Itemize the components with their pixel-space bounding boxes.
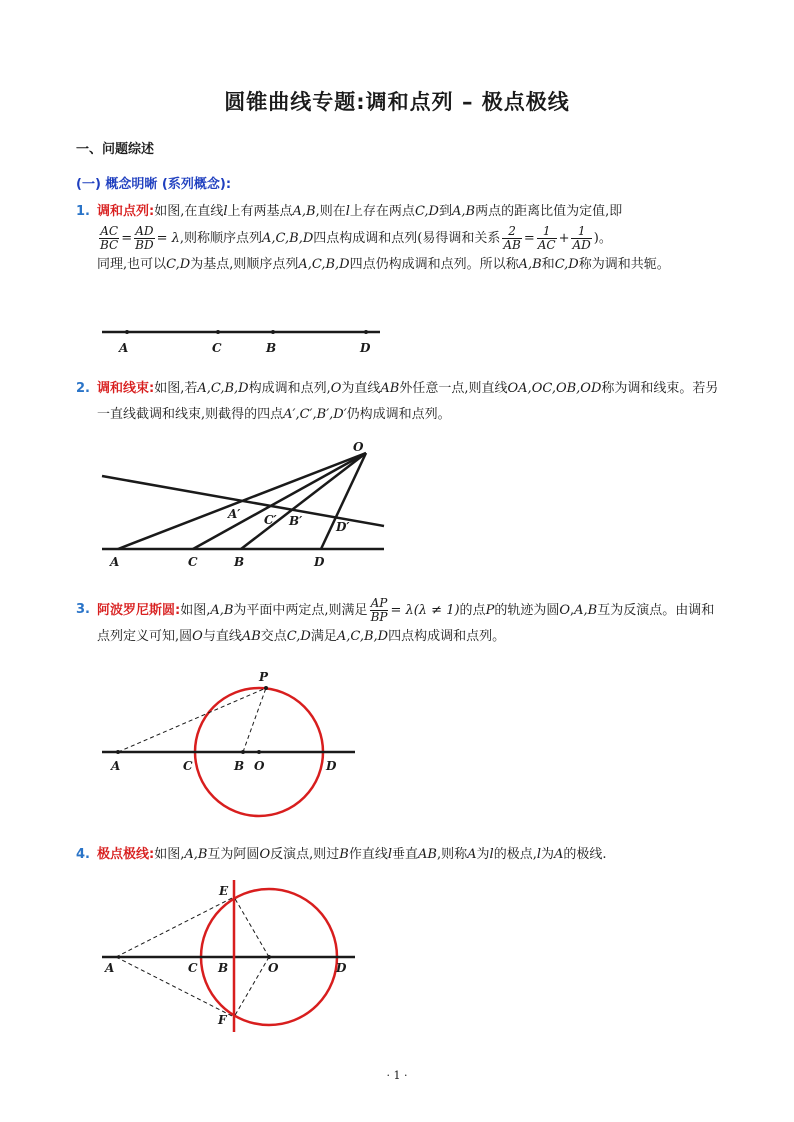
- math-var: O: [259, 847, 271, 862]
- text: 的轨迹为圆: [494, 603, 560, 618]
- dashed-AE: [116, 897, 234, 957]
- math-var: A,C,B,D: [298, 257, 350, 272]
- text: 作直线: [348, 847, 388, 862]
- math-var: A: [467, 847, 477, 862]
- text: ,则称: [436, 847, 468, 862]
- item-number: 1.: [76, 204, 90, 219]
- point-B: [241, 750, 245, 754]
- text: ,则称顺序点列: [179, 231, 262, 246]
- text: 为: [476, 847, 490, 862]
- label-D: D: [314, 555, 325, 569]
- label-E: E: [219, 884, 229, 898]
- math-var: B: [339, 847, 349, 862]
- point-O: [257, 750, 261, 754]
- math-var: A,B: [210, 603, 234, 618]
- label-F: F: [218, 1013, 227, 1027]
- math-var: AB: [241, 629, 261, 644]
- subsection-heading: (一) 概念明晰 (系列概念):: [76, 177, 232, 192]
- figure-harmonic-pencil: [0, 436, 794, 574]
- text: 四点构成调和点列(易得调和关系: [313, 231, 501, 246]
- math-var: l: [387, 847, 392, 862]
- figure-pole-polar: [0, 876, 794, 1036]
- math-var: l: [223, 204, 228, 219]
- text: 的点: [459, 603, 486, 618]
- keyword: 极点极线:: [97, 847, 155, 862]
- dashed-BP: [243, 688, 266, 752]
- label-B: B: [234, 759, 245, 773]
- math-var: C,D: [554, 257, 579, 272]
- math-var: OA,OC,OB,OD: [507, 381, 602, 396]
- math-var: P: [485, 603, 495, 618]
- text: 上有两基点: [227, 204, 293, 219]
- fraction: $\frac{1}{AD}$: [572, 224, 591, 252]
- item-body: [97, 376, 726, 428]
- item-harmonic-pencil: [76, 376, 726, 428]
- math-var: l: [536, 847, 541, 862]
- label-C: C: [188, 961, 198, 975]
- text: 和: [541, 257, 555, 272]
- item-number: 4.: [76, 847, 90, 862]
- math-var: AB: [418, 847, 437, 862]
- item-body: [97, 842, 726, 868]
- plus: +: [558, 231, 570, 246]
- equals: = λ(λ ≠ 1): [390, 603, 460, 618]
- label-D-prime: D′: [336, 520, 350, 534]
- item-apollonius-circle: [76, 597, 726, 650]
- math-var: O: [192, 629, 203, 644]
- text: 垂直: [392, 847, 419, 862]
- text: 同理,也可以: [97, 257, 167, 272]
- math-var: C,D: [414, 204, 439, 219]
- equals: = λ: [156, 231, 180, 246]
- item-body: [97, 597, 726, 650]
- math-var: C,D: [166, 257, 191, 272]
- text: 构成调和点列,: [248, 381, 331, 396]
- label-B: B: [266, 341, 277, 355]
- figure-harmonic-points: [0, 318, 794, 362]
- fraction: $\frac{AP}{BP}$: [370, 596, 388, 624]
- label-O: O: [268, 961, 279, 975]
- label-C-prime: C′: [264, 513, 277, 527]
- math-var: A,C,B,D: [336, 629, 389, 644]
- text: 称为调和共轭。: [578, 257, 670, 272]
- point-B: [271, 330, 275, 334]
- item-harmonic-points: [76, 199, 726, 278]
- dashed-OE: [234, 897, 269, 957]
- fraction: $\frac{2}{AB}$: [503, 224, 521, 252]
- point-C: [216, 330, 220, 334]
- text: 互为反演点。由调和点列定义可知,圆: [97, 603, 715, 644]
- math-var: A,C,B,D: [262, 231, 314, 246]
- text: 与直线: [202, 629, 242, 644]
- text: 四点构成调和点列。: [388, 629, 506, 644]
- label-C: C: [212, 341, 222, 355]
- label-A: A: [105, 961, 115, 975]
- dashed-AF: [116, 957, 234, 1017]
- item-number: 3.: [76, 602, 90, 617]
- equals: =: [121, 231, 133, 246]
- text: 如图,若: [154, 381, 198, 396]
- math-var: A,C,B,D: [197, 381, 249, 396]
- math-var: AB: [380, 381, 400, 396]
- text: 到: [438, 204, 452, 219]
- keyword: 调和线束:: [97, 381, 155, 396]
- point-A: [116, 750, 120, 754]
- label-P: P: [259, 670, 269, 684]
- math-var: l: [489, 847, 494, 862]
- text: 称为调和线束。若另一直线截调和线束,则截得的四点: [97, 381, 719, 422]
- point-P: [264, 686, 268, 690]
- text: 满足: [310, 629, 337, 644]
- text: ,则在: [315, 204, 346, 219]
- label-B: B: [218, 961, 229, 975]
- text: 交点: [260, 629, 287, 644]
- label-A: A: [110, 555, 120, 569]
- label-A: A: [111, 759, 121, 773]
- label-D: D: [360, 341, 371, 355]
- dashed-OF: [234, 957, 269, 1017]
- keyword: 调和点列:: [97, 204, 155, 219]
- page-number: · 1 ·: [386, 1069, 408, 1082]
- math-var: l: [345, 204, 350, 219]
- text: 反演点,则过: [270, 847, 340, 862]
- math-var: A,B: [292, 204, 316, 219]
- text: 外任意一点,则直线: [399, 381, 508, 396]
- math-var: C,D: [286, 629, 311, 644]
- label-C: C: [183, 759, 193, 773]
- label-C: C: [188, 555, 198, 569]
- item-number: 2.: [76, 381, 90, 396]
- point-O: [267, 955, 271, 959]
- fraction: $\frac{AD}{BD}$: [135, 224, 154, 252]
- line-OB: [241, 453, 366, 549]
- line-OC: [193, 453, 366, 549]
- section-heading: 一、问题综述: [76, 142, 155, 157]
- label-A: A: [119, 341, 129, 355]
- text: 为平面中两定点,则满足: [233, 603, 368, 618]
- point-A: [125, 330, 129, 334]
- text: )。: [593, 231, 612, 246]
- text: 上存在两点: [349, 204, 415, 219]
- math-var: A′,C′,B′,D′: [283, 407, 347, 422]
- label-O: O: [353, 440, 364, 454]
- label-B-prime: B′: [289, 514, 303, 528]
- text: 的极线.: [563, 847, 607, 862]
- dashed-AP: [118, 688, 266, 752]
- math-var: O: [330, 381, 342, 396]
- fraction: $\frac{AC}{BC}$: [100, 224, 119, 252]
- text: 如图,: [180, 603, 211, 618]
- text: 如图,在直线: [154, 204, 224, 219]
- text: 为直线: [341, 381, 381, 396]
- math-var: A: [554, 847, 564, 862]
- text: 为: [541, 847, 555, 862]
- label-B: B: [234, 555, 245, 569]
- label-D: D: [326, 759, 337, 773]
- label-O: O: [254, 759, 265, 773]
- text: ,: [570, 603, 575, 618]
- text: 如图,: [154, 847, 185, 862]
- figure-apollonius-circle: [0, 664, 794, 824]
- math-var: A,B: [452, 204, 476, 219]
- point-D: [364, 330, 368, 334]
- item-pole-polar: [76, 842, 726, 868]
- text: 两点的距离比值为定值,即: [475, 204, 623, 219]
- text: 四点仍构成调和点列。所以称: [349, 257, 519, 272]
- label-A-prime: A′: [228, 507, 241, 521]
- text: 仍构成调和点列。: [346, 407, 451, 422]
- text: 互为阿圆: [207, 847, 260, 862]
- equals: =: [523, 231, 535, 246]
- label-D: D: [336, 961, 347, 975]
- math-var: A,B: [574, 603, 598, 618]
- math-var: O: [559, 603, 570, 618]
- text: 为基点,则顺序点列: [190, 257, 299, 272]
- page-title: 圆锥曲线专题:调和点列 – 极点极线: [224, 90, 570, 114]
- fraction: $\frac{1}{AC}$: [537, 224, 556, 252]
- math-var: A,B: [518, 257, 542, 272]
- item-body: [97, 199, 726, 278]
- keyword: 阿波罗尼斯圆:: [97, 603, 181, 618]
- math-var: A,B: [184, 847, 208, 862]
- text: 的极点,: [493, 847, 537, 862]
